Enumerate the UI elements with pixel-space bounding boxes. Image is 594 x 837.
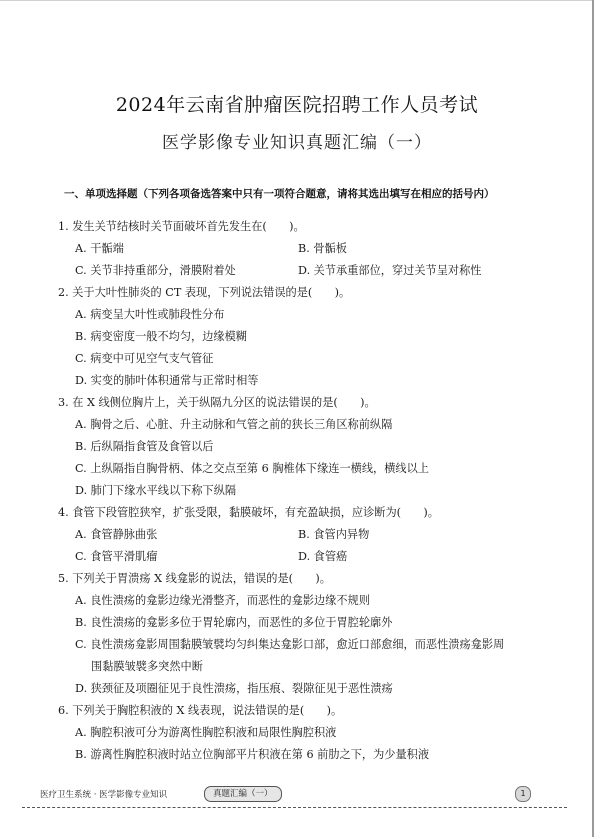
question-option: A. 食管静脉曲张: [75, 528, 158, 541]
footer-volume-tag: 真题汇编（一）: [204, 786, 282, 802]
question-option: D. 肺门下缘水平线以下称下纵隔: [75, 484, 237, 497]
question-option: C. 关节非持重部分，滑膜附着处: [75, 264, 236, 277]
question-option: C. 病变中可见空气支气管征: [75, 352, 214, 365]
question-stem: 3. 在 X 线侧位胸片上，关于纵隔九分区的说法错误的是( )。: [58, 396, 376, 409]
question-option: A. 胸骨之后、心脏、升主动脉和气管之前的狭长三角区称前纵隔: [75, 418, 393, 431]
question-option: D. 狭颈征及项圈征见于良性溃疡，指压痕、裂隙征见于恶性溃疡: [75, 682, 393, 695]
question-option: B. 病变密度一般不均匀，边缘模糊: [75, 330, 247, 343]
question-option: B. 骨骺板: [298, 242, 347, 255]
question-option: B. 后纵隔指食管及食管以后: [75, 440, 214, 453]
question-option: D. 关节承重部位，穿过关节呈对称性: [298, 264, 482, 277]
question-option: C. 上纵隔指自胸骨柄、体之交点至第 6 胸椎体下缘连一横线，横线以上: [75, 462, 429, 475]
question-option: A. 胸腔积液可分为游离性胸腔积液和局限性胸腔积液: [75, 726, 337, 739]
page-number: 1: [515, 786, 531, 802]
question-stem: 2. 关于大叶性肺炎的 CT 表现，下列说法错误的是( )。: [58, 286, 351, 299]
question-option-continued: 围黏膜皱襞多突然中断: [91, 660, 203, 673]
document-title: 2024年云南省肿瘤医院招聘工作人员考试: [115, 94, 479, 116]
document-subtitle: 医学影像专业知识真题汇编（一）: [162, 133, 432, 153]
question-option: B. 游离性胸腔积液时站立位胸部平片积液在第 6 前肋之下，为少量积液: [75, 748, 430, 761]
question-option: C. 良性溃疡龛影周围黏膜皱襞均匀纠集达龛影口部，愈近口部愈细，而恶性溃疡龛影周: [75, 638, 505, 651]
question-stem: 4. 食管下段管腔狭窄，扩张受限，黏膜破坏，有充盈缺损，应诊断为( )。: [58, 506, 439, 519]
page-top-edge: [0, 0, 594, 1]
question-stem: 6. 下列关于胸腔积液的 X 线表现，说法错误的是( )。: [58, 704, 343, 717]
question-stem: 5. 下列关于胃溃疡 X 线龛影的说法，错误的是( )。: [58, 572, 331, 585]
question-option: C. 食管平滑肌瘤: [75, 550, 158, 563]
question-stem: 1. 发生关节结核时关节面破坏首先发生在( )。: [58, 220, 305, 233]
footer-series-label: 医疗卫生系统 · 医学影像专业知识: [40, 790, 168, 800]
section-heading: 一、单项选择题（下列各项备选答案中只有一项符合题意，请将其选出填写在相应的括号内）: [64, 188, 495, 200]
footer-divider: [22, 807, 567, 808]
question-option: A. 良性溃疡的龛影边缘光滑整齐，而恶性的龛影边缘不规则: [75, 594, 370, 607]
question-option: B. 良性溃疡的龛影多位于胃轮廓内，而恶性的多位于胃腔轮廓外: [75, 616, 393, 629]
question-option: A. 干骺端: [75, 242, 124, 255]
question-option: B. 食管内异物: [298, 528, 370, 541]
question-option: D. 食管癌: [298, 550, 348, 563]
question-option: D. 实变的肺叶体积通常与正常时相等: [75, 374, 259, 387]
question-option: A. 病变呈大叶性或肺段性分布: [75, 308, 225, 321]
